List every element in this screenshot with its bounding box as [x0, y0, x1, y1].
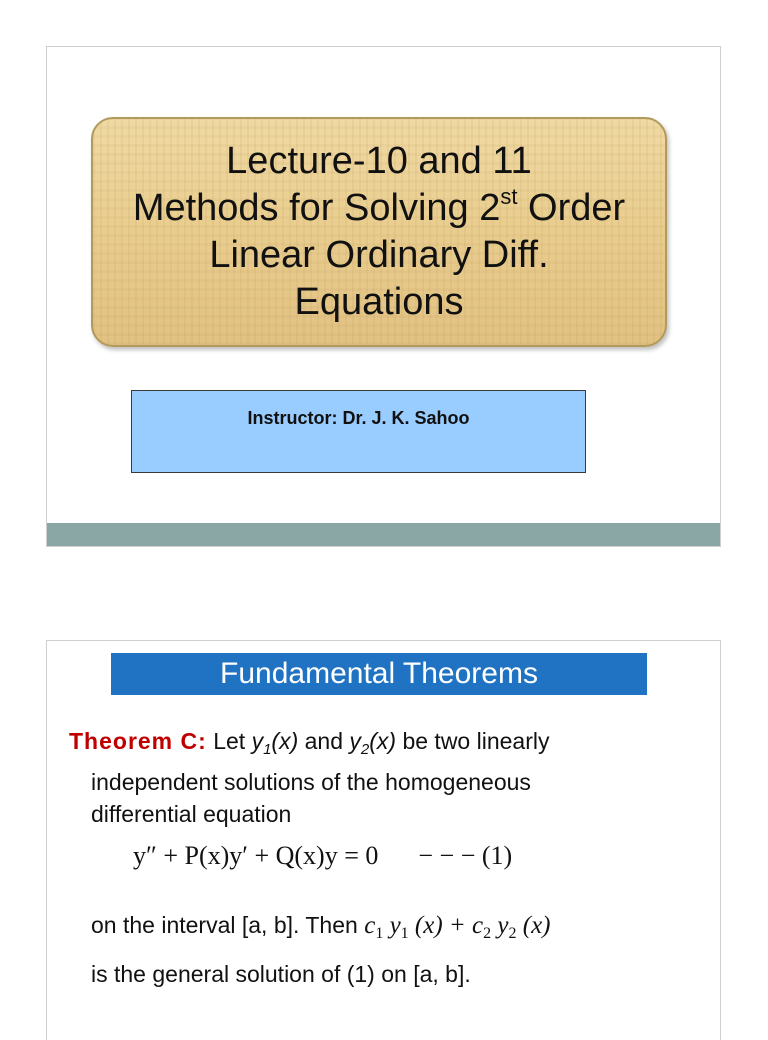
title-line-3: Linear Ordinary Diff.	[209, 234, 549, 276]
theorem-conclusion	[91, 905, 711, 994]
theorem-line1-rest: be two linearly	[402, 728, 550, 754]
slide-title	[46, 46, 721, 547]
title-line-2	[133, 185, 625, 232]
title-line-4: Equations	[294, 281, 464, 323]
title-banner	[91, 117, 667, 347]
instructor-box	[131, 390, 586, 473]
y1-symbol: $y_1(x)$	[251, 728, 299, 758]
instructor-name: Instructor: Dr. J. K. Sahoo	[247, 408, 470, 428]
y2-symbol: $y_2(x)$	[349, 728, 397, 758]
title-line-2-suffix: Order	[517, 187, 626, 229]
equation-1	[133, 841, 512, 871]
theorem-line2: independent solutions of the homogeneous	[91, 769, 531, 795]
theorem-line3: differential equation	[91, 801, 292, 827]
slide-footer-bar	[47, 523, 720, 546]
title-line-1: Lecture-10 and 11	[226, 140, 532, 182]
conclusion-prefix: on the interval [a, b]. Then	[91, 912, 358, 938]
general-solution-formula: $c_1$ $y_1$ $(x) + c_2$ $y_2$ (x)	[364, 912, 551, 942]
theorem-label: Theorem C:	[69, 728, 207, 754]
equation-tag: − − − (1)	[418, 841, 513, 870]
theorem-let: Let	[213, 728, 246, 754]
title-line-2-text: Methods for Solving 2	[132, 187, 501, 229]
conclusion-suffix: is the general solution of (1) on [a, b].	[91, 961, 471, 987]
theorem-c	[69, 725, 709, 830]
section-title: Fundamental Theorems	[111, 653, 647, 695]
ordinal-superscript: st	[500, 184, 518, 209]
equation-body: y″ + P(x)y′ + Q(x)y = 0	[133, 841, 379, 870]
slide-fundamental-theorems	[46, 640, 721, 1040]
theorem-and: and	[304, 728, 343, 754]
